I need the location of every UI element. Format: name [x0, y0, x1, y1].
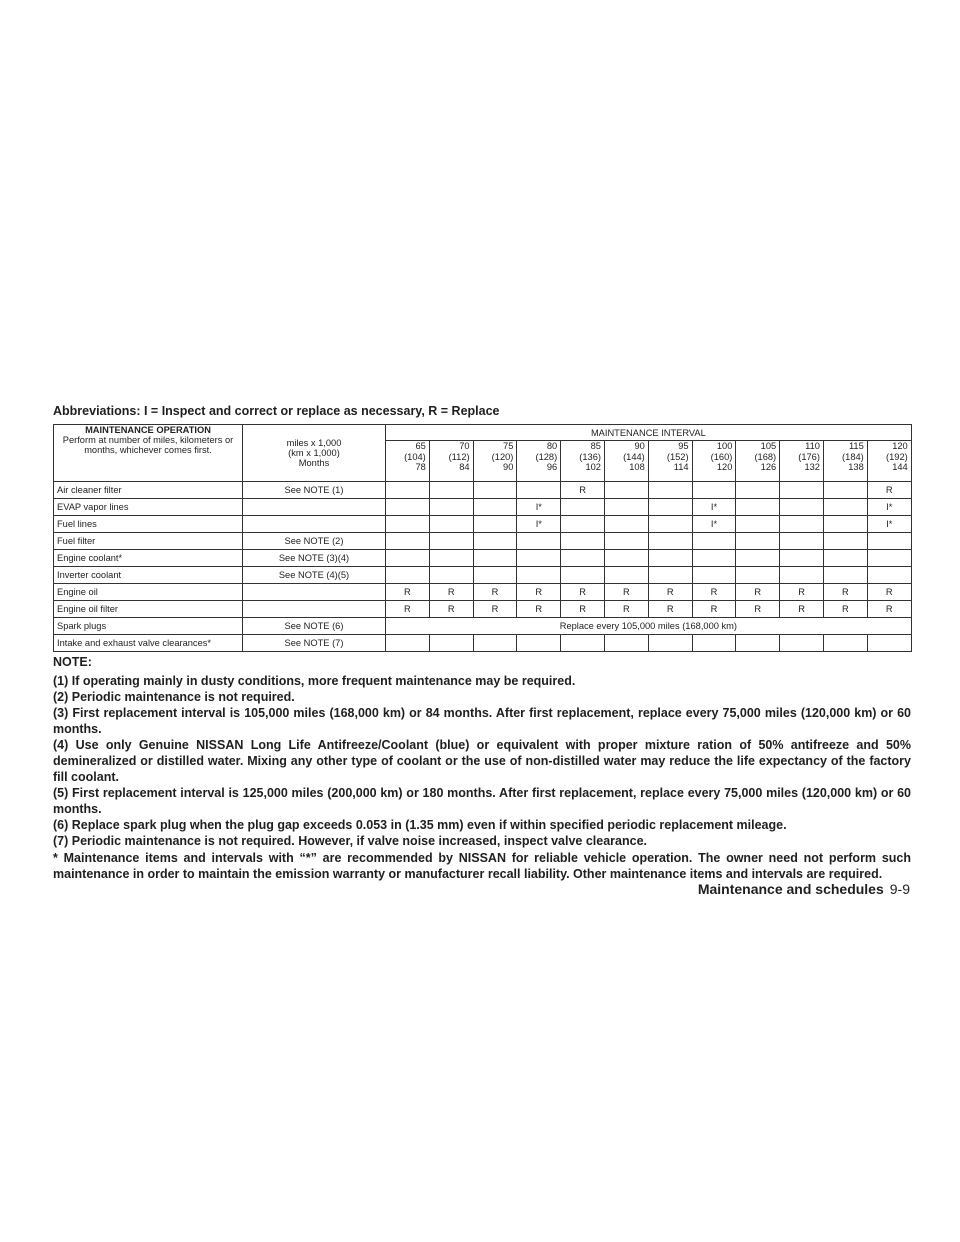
- table-body: [54, 482, 912, 652]
- operation-name: Fuel lines: [54, 516, 243, 533]
- interval-value: R: [823, 584, 867, 601]
- interval-value: R: [736, 601, 780, 618]
- operation-name: Intake and exhaust valve clearances*: [54, 635, 243, 652]
- interval-cell: [648, 441, 692, 482]
- interval-mo: 144: [892, 462, 908, 472]
- interval-value: [736, 550, 780, 567]
- interval-value: I*: [867, 516, 911, 533]
- interval-value: R: [648, 601, 692, 618]
- operation-name: Spark plugs: [54, 618, 243, 635]
- interval-mo: 132: [804, 462, 820, 472]
- interval-value: R: [648, 584, 692, 601]
- note-item: (4) Use only Genuine NISSAN Long Life Antifreeze/Coolant (blue) or equivalent with proper mixture ration of 50% antifreeze and 50% demineralized or distilled water. Mixing any other type of coolant or the use of non-distilled water may reduce the life expectancy of the factory fill coolant.: [53, 738, 911, 784]
- notes-list: [53, 673, 911, 849]
- interval-cell: [473, 441, 517, 482]
- interval-value: [561, 635, 605, 652]
- interval-cell: [692, 441, 736, 482]
- interval-mo: 90: [503, 462, 514, 472]
- interval-value: [823, 499, 867, 516]
- interval-value: [517, 567, 561, 584]
- interval-value: [780, 499, 824, 516]
- table-row: [54, 516, 912, 533]
- interval-mo: 96: [546, 462, 558, 472]
- interval-value: R: [780, 601, 824, 618]
- operation-name: Air cleaner filter: [54, 482, 243, 499]
- interval-value: [473, 482, 517, 499]
- interval-km: (120): [491, 451, 514, 462]
- interval-km: (192): [886, 451, 908, 462]
- note-item: (3) First replacement interval is 105,000 miles (168,000 km) or 84 months. After first replacement, replace every 75,000 miles (120,000 km) or 60 months.: [53, 706, 911, 736]
- interval-value: [823, 533, 867, 550]
- interval-value: [429, 635, 473, 652]
- note-item: (5) First replacement interval is 125,000 miles (200,000 km) or 180 months. After first replacement, replace every 75,000 miles (120,000 km) or 60 months.: [53, 786, 911, 816]
- interval-value: [648, 482, 692, 499]
- table-row: [54, 550, 912, 567]
- note-item: (2) Periodic maintenance is not required.: [53, 690, 295, 704]
- interval-value: [780, 635, 824, 652]
- interval-value: [429, 533, 473, 550]
- interval-value: [692, 567, 736, 584]
- interval-value: [867, 550, 911, 567]
- interval-value: R: [429, 584, 473, 601]
- interval-value: [692, 482, 736, 499]
- interval-mo: 102: [585, 462, 601, 472]
- notes-footnote: * Maintenance items and intervals with “*” are recommended by NISSAN for reliable vehicle operation. The owner need not perform such maintenance in order to maintain the emission warranty or manufacturer recall liability. Other maintenance items and intervals are required.: [53, 851, 911, 881]
- interval-km: (128): [535, 451, 558, 462]
- interval-value: [648, 550, 692, 567]
- interval-value: R: [473, 584, 517, 601]
- interval-value: R: [692, 584, 736, 601]
- interval-value: R: [736, 584, 780, 601]
- interval-cell: [386, 441, 430, 482]
- notes-section: [53, 654, 911, 882]
- interval-value: R: [604, 584, 648, 601]
- interval-value: [604, 635, 648, 652]
- table-header: [54, 425, 912, 482]
- interval-mi: 120: [892, 441, 908, 451]
- interval-value: [473, 499, 517, 516]
- interval-value: [736, 516, 780, 533]
- operation-note: [243, 499, 386, 516]
- interval-value: [780, 533, 824, 550]
- table-row: [54, 635, 912, 652]
- interval-cell: [561, 441, 605, 482]
- maintenance-schedule-table: [53, 424, 912, 652]
- interval-value: [823, 482, 867, 499]
- interval-value: R: [867, 584, 911, 601]
- operation-note: [243, 584, 386, 601]
- operation-note: See NOTE (2): [243, 533, 386, 550]
- interval-mi: 80: [546, 441, 558, 451]
- interval-units-header: [243, 425, 386, 482]
- operation-note: See NOTE (3)(4): [243, 550, 386, 567]
- spanning-instruction: Replace every 105,000 miles (168,000 km): [386, 618, 912, 635]
- interval-value: [648, 499, 692, 516]
- operation-name: Engine coolant*: [54, 550, 243, 567]
- interval-cell: [429, 441, 473, 482]
- operation-note: [243, 601, 386, 618]
- operation-name: EVAP vapor lines: [54, 499, 243, 516]
- interval-mi: 115: [848, 441, 864, 451]
- table-row: [54, 584, 912, 601]
- operation-name: Fuel filter: [54, 533, 243, 550]
- interval-value: [517, 635, 561, 652]
- interval-value: [692, 550, 736, 567]
- interval-value: [473, 550, 517, 567]
- interval-km: (144): [623, 451, 645, 462]
- interval-mi: 85: [590, 441, 601, 451]
- interval-value: I*: [692, 499, 736, 516]
- interval-value: [429, 482, 473, 499]
- interval-mo: 78: [415, 462, 426, 472]
- operation-name: Engine oil: [54, 584, 243, 601]
- interval-value: [561, 516, 605, 533]
- table-row: [54, 533, 912, 550]
- interval-value: [386, 567, 430, 584]
- interval-mo: 138: [848, 462, 864, 472]
- interval-value: R: [692, 601, 736, 618]
- note-item: (6) Replace spark plug when the plug gap exceeds 0.053 in (1.35 mm) even if within specified periodic replacement mileage.: [53, 818, 787, 832]
- operation-note: See NOTE (6): [243, 618, 386, 635]
- interval-value: [867, 635, 911, 652]
- interval-value: I*: [517, 499, 561, 516]
- interval-value: R: [517, 601, 561, 618]
- interval-mi: 100: [716, 441, 733, 451]
- interval-value: [648, 533, 692, 550]
- interval-value: [604, 533, 648, 550]
- interval-value: [736, 533, 780, 550]
- abbreviations-line: Abbreviations: I = Inspect and correct or replace as necessary, R = Replace: [53, 404, 500, 418]
- interval-value: R: [386, 584, 430, 601]
- interval-km: (136): [579, 451, 601, 462]
- interval-value: R: [604, 601, 648, 618]
- interval-value: [823, 567, 867, 584]
- note-item: (7) Periodic maintenance is not required. However, if valve noise increased, inspect valve clearance.: [53, 834, 648, 848]
- interval-value: [517, 482, 561, 499]
- maintenance-operation-header: [54, 425, 243, 482]
- interval-value: [780, 482, 824, 499]
- interval-value: [386, 635, 430, 652]
- operation-name: Engine oil filter: [54, 601, 243, 618]
- interval-value: [473, 635, 517, 652]
- interval-value: [780, 550, 824, 567]
- interval-mi: 110: [805, 441, 820, 451]
- interval-value: I*: [867, 499, 911, 516]
- interval-value: [780, 567, 824, 584]
- interval-value: [561, 499, 605, 516]
- interval-value: [736, 499, 780, 516]
- interval-value: [386, 550, 430, 567]
- interval-value: [604, 499, 648, 516]
- interval-cell: [604, 441, 648, 482]
- interval-value: [736, 567, 780, 584]
- operation-note: [243, 516, 386, 533]
- page-footer: [698, 881, 910, 897]
- interval-value: R: [823, 601, 867, 618]
- footer-page-number: 9-9: [889, 881, 910, 897]
- interval-mo: 108: [629, 462, 645, 472]
- interval-value: [648, 516, 692, 533]
- interval-cell: [780, 441, 824, 482]
- interval-mo: 126: [760, 462, 777, 472]
- interval-value: [429, 550, 473, 567]
- operation-note: See NOTE (7): [243, 635, 386, 652]
- interval-mi: 105: [760, 441, 777, 451]
- interval-value: [604, 516, 648, 533]
- interval-value: [386, 499, 430, 516]
- interval-value: [386, 533, 430, 550]
- interval-value: [386, 482, 430, 499]
- maintenance-interval-header: MAINTENANCE INTERVAL: [386, 425, 912, 441]
- interval-mi: 95: [678, 441, 689, 451]
- interval-value: [604, 482, 648, 499]
- table-row: [54, 499, 912, 516]
- interval-mi: 75: [503, 441, 514, 451]
- table-row: [54, 618, 912, 635]
- interval-km: (152): [666, 451, 689, 462]
- table-row: [54, 567, 912, 584]
- interval-km: (160): [710, 451, 733, 462]
- interval-mi: 90: [634, 441, 645, 451]
- interval-cell: [517, 441, 561, 482]
- interval-value: [429, 499, 473, 516]
- interval-value: [473, 533, 517, 550]
- interval-value: [648, 567, 692, 584]
- interval-value: [648, 635, 692, 652]
- table-row: [54, 601, 912, 618]
- maintenance-operation-subtitle: Perform at number of miles, kilometers or months, whichever comes first.: [62, 435, 234, 455]
- interval-value: R: [867, 482, 911, 499]
- interval-value: R: [780, 584, 824, 601]
- interval-value: R: [561, 482, 605, 499]
- interval-km: (184): [842, 451, 864, 462]
- interval-km: (176): [798, 451, 820, 462]
- interval-cell: [823, 441, 867, 482]
- interval-value: [561, 567, 605, 584]
- interval-value: [736, 635, 780, 652]
- interval-value: I*: [517, 516, 561, 533]
- interval-value: I*: [692, 516, 736, 533]
- operation-note: See NOTE (4)(5): [243, 567, 386, 584]
- interval-value: [823, 635, 867, 652]
- interval-value: [429, 516, 473, 533]
- interval-value: [517, 550, 561, 567]
- interval-value: [736, 482, 780, 499]
- interval-mo: 114: [673, 462, 689, 472]
- maintenance-operation-title: MAINTENANCE OPERATION: [85, 425, 211, 435]
- interval-cell: [736, 441, 780, 482]
- interval-value: [561, 533, 605, 550]
- interval-value: [867, 533, 911, 550]
- interval-value: R: [561, 584, 605, 601]
- footer-section-title: Maintenance and schedules: [697, 881, 884, 897]
- interval-value: R: [386, 601, 430, 618]
- interval-mo: 120: [716, 462, 733, 472]
- interval-value: [780, 516, 824, 533]
- interval-mi: 65: [415, 441, 426, 451]
- interval-value: [473, 516, 517, 533]
- unit-km: (km x 1,000): [288, 448, 340, 458]
- interval-value: R: [429, 601, 473, 618]
- interval-value: [604, 550, 648, 567]
- interval-value: [867, 567, 911, 584]
- operation-note: See NOTE (1): [243, 482, 386, 499]
- interval-value: R: [517, 584, 561, 601]
- interval-value: [604, 567, 648, 584]
- interval-value: [692, 635, 736, 652]
- interval-value: R: [561, 601, 605, 618]
- interval-value: [823, 550, 867, 567]
- interval-km: (168): [754, 451, 777, 462]
- interval-cell: [867, 441, 911, 482]
- interval-value: [823, 516, 867, 533]
- unit-months: Months: [298, 458, 330, 468]
- interval-value: [561, 550, 605, 567]
- interval-value: R: [867, 601, 911, 618]
- note-item: (1) If operating mainly in dusty conditions, more frequent maintenance may be required.: [53, 674, 576, 688]
- interval-value: [386, 516, 430, 533]
- interval-value: [517, 533, 561, 550]
- interval-value: [692, 533, 736, 550]
- interval-mo: 84: [459, 462, 470, 472]
- interval-km: (104): [404, 451, 426, 462]
- interval-mi: 70: [459, 441, 470, 451]
- interval-value: R: [473, 601, 517, 618]
- notes-title: NOTE:: [53, 655, 92, 669]
- interval-value: [473, 567, 517, 584]
- interval-value: [429, 567, 473, 584]
- interval-km: (112): [448, 451, 470, 462]
- operation-name: Inverter coolant: [54, 567, 243, 584]
- unit-miles: miles x 1,000: [286, 438, 342, 448]
- table-row: [54, 482, 912, 499]
